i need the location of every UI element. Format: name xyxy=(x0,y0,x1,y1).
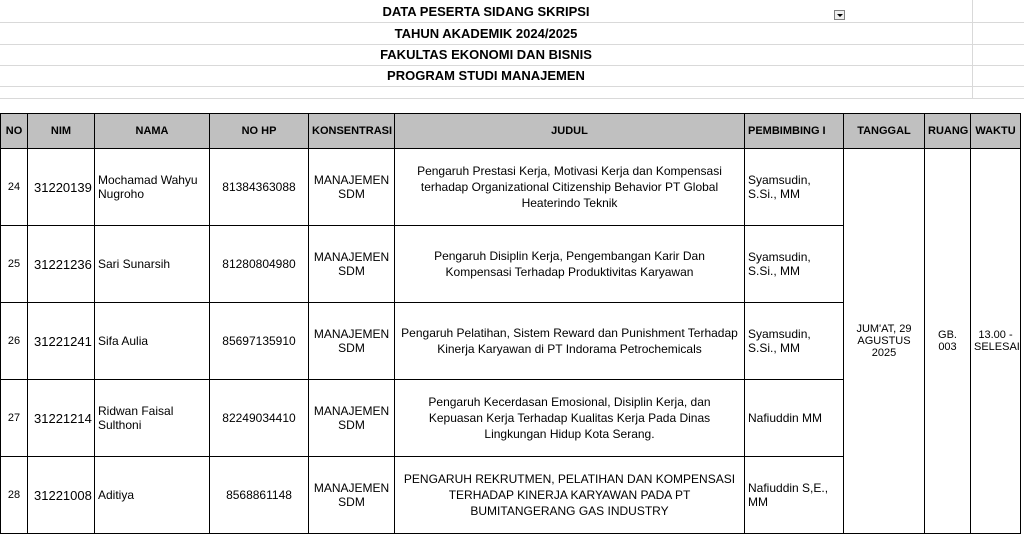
title-row-1 xyxy=(0,0,1024,23)
cell-judul[interactable]: Pengaruh Disiplin Kerja, Pengembangan Karir Dan Kompensasi Terhadap Produktivitas Karyawan xyxy=(395,226,745,303)
col-header-judul[interactable]: JUDUL xyxy=(395,114,745,149)
cell-hp[interactable]: 8568861148 xyxy=(210,457,309,534)
academic-year: TAHUN AKADEMIK 2024/2025 xyxy=(394,26,578,41)
cell-no[interactable]: 25 xyxy=(1,226,28,303)
cell-no[interactable]: 26 xyxy=(1,303,28,380)
cell-nim[interactable]: 31221241 xyxy=(28,303,95,380)
col-header-nim[interactable]: NIM xyxy=(28,114,95,149)
cell-konsentrasi[interactable]: MANAJEMEN SDM xyxy=(309,149,395,226)
cell-ruang[interactable]: GB. 003 xyxy=(925,149,971,534)
cell-pembimbing[interactable]: Syamsudin, S.Si., MM xyxy=(745,149,844,226)
cell-nim[interactable]: 31221236 xyxy=(28,226,95,303)
col-header-nama[interactable]: NAMA xyxy=(95,114,210,149)
cell-nim[interactable]: 31221008 xyxy=(28,457,95,534)
col-header-tanggal[interactable]: TANGGAL xyxy=(844,114,925,149)
cell-nama[interactable]: Aditiya xyxy=(95,457,210,534)
cell-judul[interactable]: Pengaruh Prestasi Kerja, Motivasi Kerja dan Kompensasi terhadap Organizational Citizenship Behavior PT Global Heaterindo Teknik xyxy=(395,149,745,226)
cell-judul[interactable]: Pengaruh Pelatihan, Sistem Reward dan Punishment Terhadap Kinerja Karyawan di PT Indorama Petrochemicals xyxy=(395,303,745,380)
cell-konsentrasi[interactable]: MANAJEMEN SDM xyxy=(309,226,395,303)
cell-judul[interactable]: Pengaruh Kecerdasan Emosional, Disiplin Kerja, dan Kepuasan Kerja Terhadap Kualitas Kerja Pada Dinas Lingkungan Hidup Kota Serang. xyxy=(395,380,745,457)
table-row xyxy=(1,149,1021,226)
cell-pembimbing[interactable]: Syamsudin, S.Si., MM xyxy=(745,226,844,303)
col-header-no[interactable]: NO xyxy=(1,114,28,149)
cell-konsentrasi[interactable]: MANAJEMEN SDM xyxy=(309,380,395,457)
cell-no[interactable]: 24 xyxy=(1,149,28,226)
col-header-pembimbing[interactable]: PEMBIMBING I xyxy=(745,114,844,149)
title-row-3 xyxy=(0,44,1024,66)
cell-pembimbing[interactable]: Syamsudin, S.Si., MM xyxy=(745,303,844,380)
cell-nim[interactable]: 31220139 xyxy=(28,149,95,226)
cell-pembimbing[interactable]: Nafiuddin MM xyxy=(745,380,844,457)
cell-nama[interactable]: Ridwan Faisal Sulthoni xyxy=(95,380,210,457)
col-header-konsentrasi[interactable]: KONSENTRASI xyxy=(309,114,395,149)
cell-konsentrasi[interactable]: MANAJEMEN SDM xyxy=(309,303,395,380)
title-row-4 xyxy=(0,65,1024,87)
participants-table xyxy=(0,113,1021,534)
program-name: PROGRAM STUDI MANAJEMEN xyxy=(387,68,585,83)
col-header-hp[interactable]: NO HP xyxy=(210,114,309,149)
table-header-row xyxy=(1,114,1021,149)
cell-hp[interactable]: 81280804980 xyxy=(210,226,309,303)
faculty-name: FAKULTAS EKONOMI DAN BISNIS xyxy=(380,47,592,62)
col-header-waktu[interactable]: WAKTU xyxy=(971,114,1021,149)
cell-no[interactable]: 27 xyxy=(1,380,28,457)
cell-nama[interactable]: Sari Sunarsih xyxy=(95,226,210,303)
cell-hp[interactable]: 82249034410 xyxy=(210,380,309,457)
filter-dropdown-icon[interactable] xyxy=(834,10,845,20)
cell-hp[interactable]: 85697135910 xyxy=(210,303,309,380)
cell-nama[interactable]: Sifa Aulia xyxy=(95,303,210,380)
title-block xyxy=(0,0,1024,96)
cell-hp[interactable]: 81384363088 xyxy=(210,149,309,226)
cell-konsentrasi[interactable]: MANAJEMEN SDM xyxy=(309,457,395,534)
blank-row xyxy=(0,86,1024,99)
gridline xyxy=(972,0,973,98)
col-header-ruang[interactable]: RUANG xyxy=(925,114,971,149)
cell-nim[interactable]: 31221214 xyxy=(28,380,95,457)
cell-waktu[interactable]: 13.00 - SELESAI xyxy=(971,149,1021,534)
cell-tanggal[interactable]: JUM'AT, 29 AGUSTUS 2025 xyxy=(844,149,925,534)
title-row-2 xyxy=(0,22,1024,45)
cell-nama[interactable]: Mochamad Wahyu Nugroho xyxy=(95,149,210,226)
cell-pembimbing[interactable]: Nafiuddin S,E., MM xyxy=(745,457,844,534)
cell-no[interactable]: 28 xyxy=(1,457,28,534)
cell-judul[interactable]: PENGARUH REKRUTMEN, PELATIHAN DAN KOMPENSASI TERHADAP KINERJA KARYAWAN PADA PT BUMITANGERANG GAS INDUSTRY xyxy=(395,457,745,534)
sheet-title: DATA PESERTA SIDANG SKRIPSI xyxy=(382,4,590,19)
